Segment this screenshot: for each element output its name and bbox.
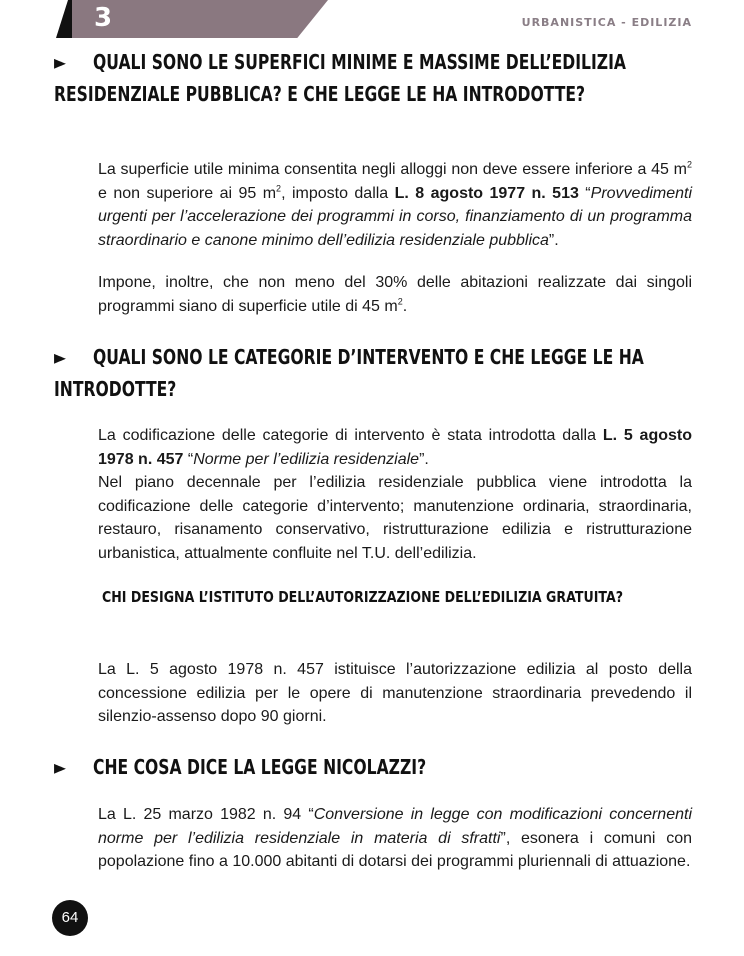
paragraph-4: Nel piano decennale per l’edilizia residenziale pubblica viene introdotta la codificazione delle categorie d’intervento; manutenzione ordinaria, straordinaria, restauro, risanamento conservativo, ristrutturazione edilizia e ristrutturazione urbanistica, attualmente confluite nel T.U. dell’edilizia.: [98, 474, 692, 562]
law-reference: L. 5 agosto 1978 n. 457: [98, 427, 693, 468]
question-heading-1: [54, 46, 692, 110]
question-heading-3: [54, 751, 692, 783]
arrow-icon: ►: [54, 345, 67, 369]
paragraph-3: La codificazione delle categorie di intervento è stata introdotta dalla L. 5 agosto 1978 n. 457 “Norme per l’edilizia residenziale”.: [98, 427, 693, 468]
law-reference: L. 8 agosto 1977 n. 513: [394, 184, 579, 202]
paragraph-1: La superficie utile minima consentita negli alloggi non deve essere inferiore a 45 $m^2$ e non superiore ai 95 $m^2$, imposto dalla L. 8 agosto 1977 n. 513 “Provvedimenti urgenti per l’accelerazione dei programmi in corso, finanziamento di un programma straordinario e canone minimo dell’edilizia residenziale pubblica”.: [98, 159, 693, 249]
arrow-icon: ►: [54, 50, 67, 74]
question-title: QUALI SONO LE CATEGORIE D’INTERVENTO E CHE LEGGE LE HA INTRODOTTE?: [54, 345, 644, 401]
question-title: CHE COSA DICE LA LEGGE NICOLAZZI?: [93, 755, 427, 779]
chapter-number: 3: [94, 3, 113, 33]
page-header: [0, 0, 744, 40]
question-title: QUALI SONO LE SUPERFICI MINIME E MASSIME DELL’EDILIZIA RESIDENZIALE PUBBLICA? E CHE LEGGE LE HA INTRODOTTE?: [54, 50, 626, 106]
question-heading-2: [54, 341, 692, 405]
law-title: Provvedimenti urgenti per l’accelerazione dei programmi in corso, finanziamento di un programma straordinario e canone minimo dell’edilizia residenziale pubblica: [98, 184, 693, 249]
paragraph-5: La L. 5 agosto 1978 n. 457 istituisce l’autorizzazione edilizia al posto della concessione edilizia per le opere di manutenzione straordinaria prevedendo il silenzio-assenso dopo 90 giorni.: [98, 661, 692, 725]
paragraph-6: La L. 25 marzo 1982 n. 94 “Conversione in legge con modificazioni concernenti norme per l’edilizia residenziale in materia di sfratti”, esonera i comuni con popolazione fino a 10.000 abitanti di dotarsi dei programmi pluriennali di attuazione.: [98, 806, 692, 870]
page-number: 64: [52, 900, 88, 936]
section-label: URBANISTICA - EDILIZIA: [521, 16, 692, 29]
paragraph-2: Impone, inoltre, che non meno del 30% delle abitazioni realizzate dai singoli programmi siano di superficie utile di 45 $m^2$.: [98, 274, 692, 315]
arrow-icon: ►: [54, 755, 67, 779]
sub-question-heading: CHI DESIGNA L’ISTITUTO DELL’AUTORIZZAZIONE DELL’EDILIZIA GRATUITA?: [102, 588, 624, 606]
law-title: Norme per l’edilizia residenziale: [193, 450, 420, 468]
law-title: Conversione in legge con modificazioni concernenti norme per l’edilizia residenziale in materia di sfratti: [98, 806, 692, 847]
